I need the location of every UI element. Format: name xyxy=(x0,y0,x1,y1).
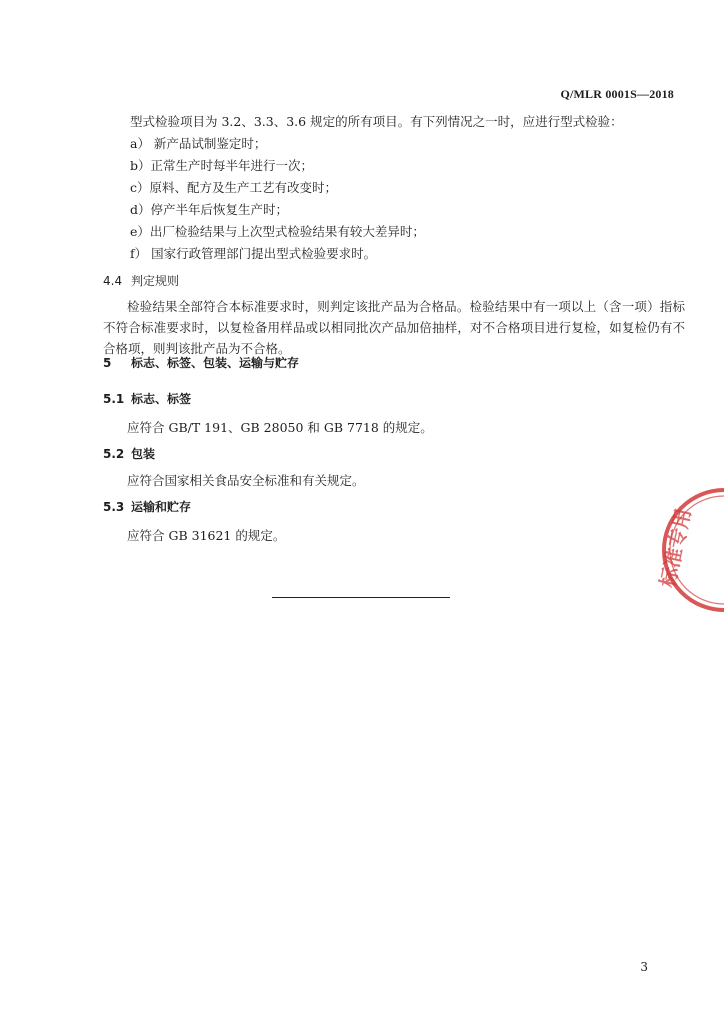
section-heading-5-2 xyxy=(103,445,155,462)
section-heading-5 xyxy=(103,354,299,371)
condition-item: d）停产半年后恢复生产时； xyxy=(130,202,289,217)
section-number: 5.1 xyxy=(103,392,125,406)
section-5-1-text: 应符合 GB/T 191、GB 28050 和 GB 7718 的规定。 xyxy=(127,420,433,435)
condition-item: f） 国家行政管理部门提出型式检验要求时。 xyxy=(130,246,377,261)
condition-item: a） 新产品试制鉴定时； xyxy=(130,136,267,151)
page-number: 3 xyxy=(640,960,648,974)
end-of-document-rule xyxy=(272,597,450,598)
condition-item: b）正常生产时每半年进行一次； xyxy=(130,158,314,173)
section-heading-5-3 xyxy=(103,498,191,515)
section-number: 5.3 xyxy=(103,500,125,514)
section-5-3-text: 应符合 GB 31621 的规定。 xyxy=(127,528,286,543)
red-seal-stamp-icon xyxy=(632,480,724,620)
stamp-text: 标准专用 xyxy=(655,506,696,590)
section-number: 5 xyxy=(103,356,112,370)
condition-item: e）出厂检验结果与上次型式检验结果有较大差异时； xyxy=(130,224,425,239)
section-title: 判定规则 xyxy=(131,274,180,288)
standard-code: Q/MLR 0001S—2018 xyxy=(560,87,674,101)
type-inspection-intro: 型式检验项目为 3.2、3.3、3.6 规定的所有项目。有下列情况之一时，应进行型式检验： xyxy=(130,114,623,129)
section-number: 4.4 xyxy=(103,274,123,288)
section-title: 标志、标签、包装、运输与贮存 xyxy=(131,356,300,370)
section-title: 标志、标签 xyxy=(131,392,192,406)
condition-item: c）原料、配方及生产工艺有改变时； xyxy=(130,180,338,195)
section-heading-4-4 xyxy=(103,272,179,289)
section-heading-5-1 xyxy=(103,390,191,407)
section-number: 5.2 xyxy=(103,447,125,461)
section-title: 包装 xyxy=(131,447,156,461)
section-title: 运输和贮存 xyxy=(131,500,192,514)
section-5-2-text: 应符合国家相关食品安全标准和有关规定。 xyxy=(127,473,365,488)
judgment-rules-paragraph: 检验结果全部符合本标准要求时，则判定该批产品为合格品。检验结果中有一项以上（含一项）指标不符合标准要求时，以复检备用样品或以相同批次产品加倍抽样，对不合格项目进行复检，如复检仍有不合格项，则判该批产品为不合格。 xyxy=(103,299,685,356)
